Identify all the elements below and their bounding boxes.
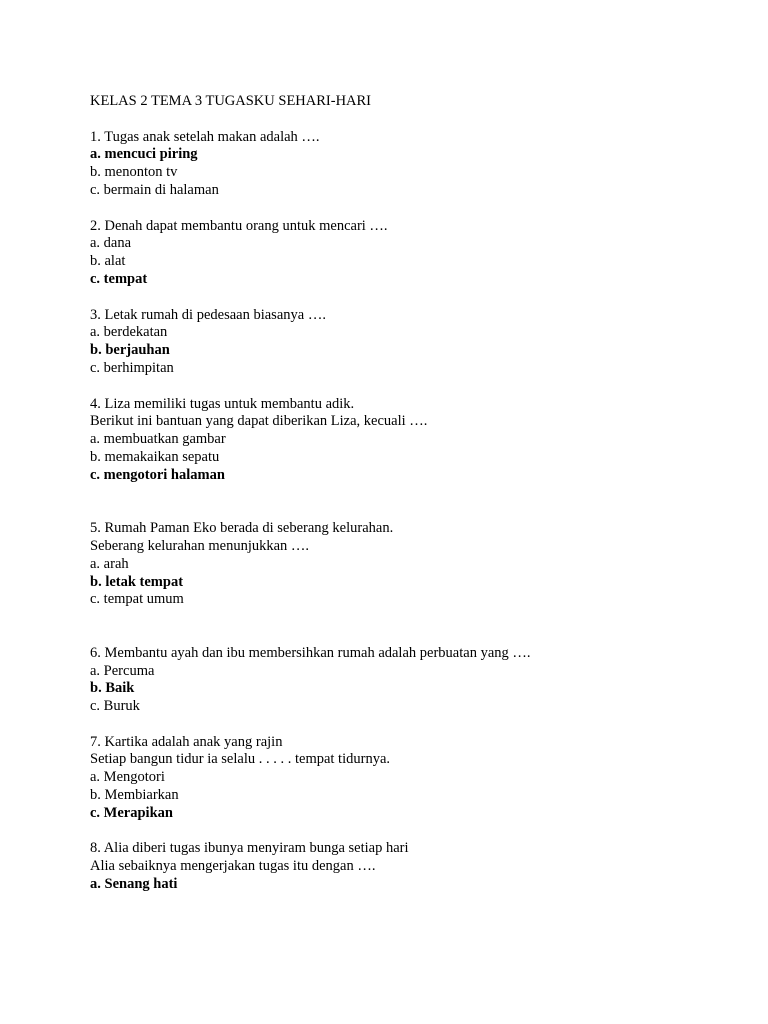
question-text: 5. Rumah Paman Eko berada di seberang kelurahan. bbox=[90, 520, 394, 537]
question-1 bbox=[90, 129, 730, 200]
question-text: 1. Tugas anak setelah makan adalah …. bbox=[90, 128, 320, 145]
option-answer: c. Merapikan bbox=[90, 804, 173, 821]
option: b. menonton tv bbox=[90, 164, 178, 181]
option: b. Membiarkan bbox=[90, 787, 179, 804]
option: c. tempat umum bbox=[90, 591, 184, 608]
question-8 bbox=[90, 840, 730, 893]
question-3 bbox=[90, 307, 730, 378]
spacer bbox=[90, 609, 730, 645]
option-answer: c. tempat bbox=[90, 270, 148, 287]
option: a. arah bbox=[90, 555, 129, 572]
option-answer: c. mengotori halaman bbox=[90, 466, 225, 483]
option: a. Percuma bbox=[90, 662, 155, 679]
question-text: Setiap bangun tidur ia selalu . . . . . tempat tidurnya. bbox=[90, 751, 391, 768]
question-2 bbox=[90, 218, 730, 289]
option-answer: b. Baik bbox=[90, 680, 135, 697]
option: c. berhimpitan bbox=[90, 359, 174, 376]
question-6 bbox=[90, 645, 730, 716]
question-4 bbox=[90, 396, 730, 485]
option: a. membuatkan gambar bbox=[90, 431, 226, 448]
spacer bbox=[90, 823, 730, 841]
question-5 bbox=[90, 520, 730, 609]
question-text: 6. Membantu ayah dan ibu membersihkan rumah adalah perbuatan yang …. bbox=[90, 644, 531, 661]
question-text: 8. Alia diberi tugas ibunya menyiram bunga setiap hari bbox=[90, 840, 409, 857]
question-text: Berikut ini bantuan yang dapat diberikan Liza, kecuali …. bbox=[90, 413, 428, 430]
option-answer: a. mencuci piring bbox=[90, 146, 198, 163]
question-text: Alia sebaiknya mengerjakan tugas itu dengan …. bbox=[90, 858, 376, 875]
question-text: 4. Liza memiliki tugas untuk membantu adik. bbox=[90, 395, 355, 412]
option: c. Buruk bbox=[90, 698, 140, 715]
option-answer: b. letak tempat bbox=[90, 573, 184, 590]
option: a. dana bbox=[90, 235, 132, 252]
page-title: KELAS 2 TEMA 3 TUGASKU SEHARI-HARI bbox=[90, 93, 372, 109]
option-answer: b. berjauhan bbox=[90, 342, 170, 359]
spacer bbox=[90, 485, 730, 521]
option: b. memakaikan sepatu bbox=[90, 448, 220, 465]
spacer bbox=[90, 200, 730, 218]
question-7 bbox=[90, 734, 730, 823]
spacer bbox=[90, 289, 730, 307]
option: a. Mengotori bbox=[90, 769, 165, 786]
spacer bbox=[90, 378, 730, 396]
question-text: 7. Kartika adalah anak yang rajin bbox=[90, 733, 283, 750]
spacer bbox=[90, 716, 730, 734]
question-text: Seberang kelurahan menunjukkan …. bbox=[90, 537, 310, 554]
option: c. bermain di halaman bbox=[90, 181, 219, 198]
option-answer: a. Senang hati bbox=[90, 876, 178, 893]
document-page bbox=[90, 93, 730, 894]
question-text: 2. Denah dapat membantu orang untuk mencari …. bbox=[90, 217, 388, 234]
option: b. alat bbox=[90, 253, 126, 270]
question-text: 3. Letak rumah di pedesaan biasanya …. bbox=[90, 306, 326, 323]
option: a. berdekatan bbox=[90, 324, 168, 341]
spacer bbox=[90, 111, 730, 129]
